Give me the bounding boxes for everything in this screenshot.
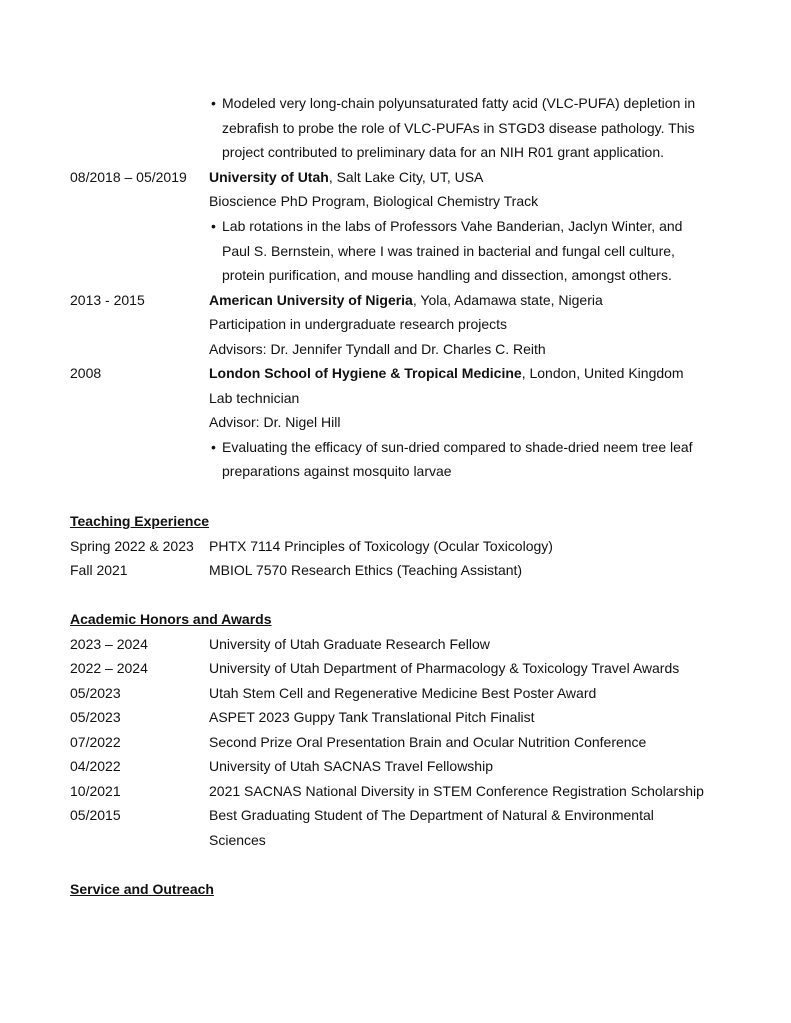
entry-institution-line [209, 169, 483, 185]
entry-detail: Advisors: Dr. Jennifer Tyndall and Dr. Charles C. Reith [209, 341, 546, 357]
teaching-date: Spring 2022 & 2023 [70, 538, 194, 554]
award-title: University of Utah Department of Pharmacology & Toxicology Travel Awards [209, 660, 680, 676]
entry-date: 2008 [70, 365, 102, 381]
award-date: 05/2023 [70, 685, 121, 701]
institution-name: University of Utah [209, 169, 329, 185]
institution-location: , Salt Lake City, UT, USA [328, 169, 484, 185]
teaching-course: PHTX 7114 Principles of Toxicology (Ocular Toxicology) [209, 538, 553, 554]
teaching-course: MBIOL 7570 Research Ethics (Teaching Assistant) [209, 562, 523, 578]
research-bullet-line: project contributed to preliminary data for an NIH R01 grant application. [222, 144, 665, 160]
award-title: Best Graduating Student of The Department of Natural & Environmental [209, 807, 654, 823]
institution-location: , London, United Kingdom [521, 365, 684, 381]
bullet-icon: • [211, 218, 216, 234]
entry-bullet: • Evaluating the efficacy of sun-dried compared to shade-dried neem tree leaf [211, 439, 693, 455]
entry-institution-line [209, 365, 684, 381]
award-title-cont: Sciences [209, 832, 266, 848]
entry-detail: Participation in undergraduate research projects [209, 316, 508, 332]
institution-name: London School of Hygiene & Tropical Medicine [209, 365, 522, 381]
award-date: 07/2022 [70, 734, 121, 750]
award-date: 05/2023 [70, 709, 121, 725]
award-title: Second Prize Oral Presentation Brain and Ocular Nutrition Conference [209, 734, 647, 750]
entry-bullet-line: Paul S. Bernstein, where I was trained in bacterial and fungal cell culture, [222, 243, 675, 259]
section-heading-teaching: Teaching Experience [70, 513, 210, 529]
entry-bullet-line: protein purification, and mouse handling and dissection, amongst others. [222, 267, 672, 283]
entry-date: 08/2018 – 05/2019 [70, 169, 187, 185]
research-bullet: • Modeled very long-chain polyunsaturated fatty acid (VLC-PUFA) depletion in [211, 95, 696, 111]
award-title: University of Utah SACNAS Travel Fellowship [209, 758, 493, 774]
award-title: 2021 SACNAS National Diversity in STEM Conference Registration Scholarship [209, 783, 704, 799]
award-date: 04/2022 [70, 758, 121, 774]
award-date: 05/2015 [70, 807, 121, 823]
teaching-date: Fall 2021 [70, 562, 128, 578]
section-heading-service: Service and Outreach [70, 881, 214, 897]
section-heading-honors: Academic Honors and Awards [70, 611, 272, 627]
award-title: ASPET 2023 Guppy Tank Translational Pitch Finalist [209, 709, 535, 725]
institution-name: American University of Nigeria [209, 292, 413, 308]
entry-bullet: • Lab rotations in the labs of Professors Vahe Banderian, Jaclyn Winter, and [211, 218, 683, 234]
entry-bullet-line: preparations against mosquito larvae [222, 463, 452, 479]
bullet-icon: • [211, 439, 216, 455]
award-date: 2023 – 2024 [70, 636, 148, 652]
award-date: 10/2021 [70, 783, 121, 799]
institution-location: , Yola, Adamawa state, Nigeria [412, 292, 603, 308]
entry-detail: Advisor: Dr. Nigel Hill [209, 414, 341, 430]
entry-detail: Lab technician [209, 390, 300, 406]
entry-date: 2013 - 2015 [70, 292, 145, 308]
entry-detail: Bioscience PhD Program, Biological Chemistry Track [209, 193, 539, 209]
award-date: 2022 – 2024 [70, 660, 148, 676]
research-bullet-line: zebrafish to probe the role of VLC-PUFAs in STGD3 disease pathology. This [222, 120, 695, 136]
entry-institution-line [209, 292, 603, 308]
award-title: Utah Stem Cell and Regenerative Medicine Best Poster Award [209, 685, 597, 701]
bullet-icon: • [211, 95, 216, 111]
award-title: University of Utah Graduate Research Fellow [209, 636, 490, 652]
